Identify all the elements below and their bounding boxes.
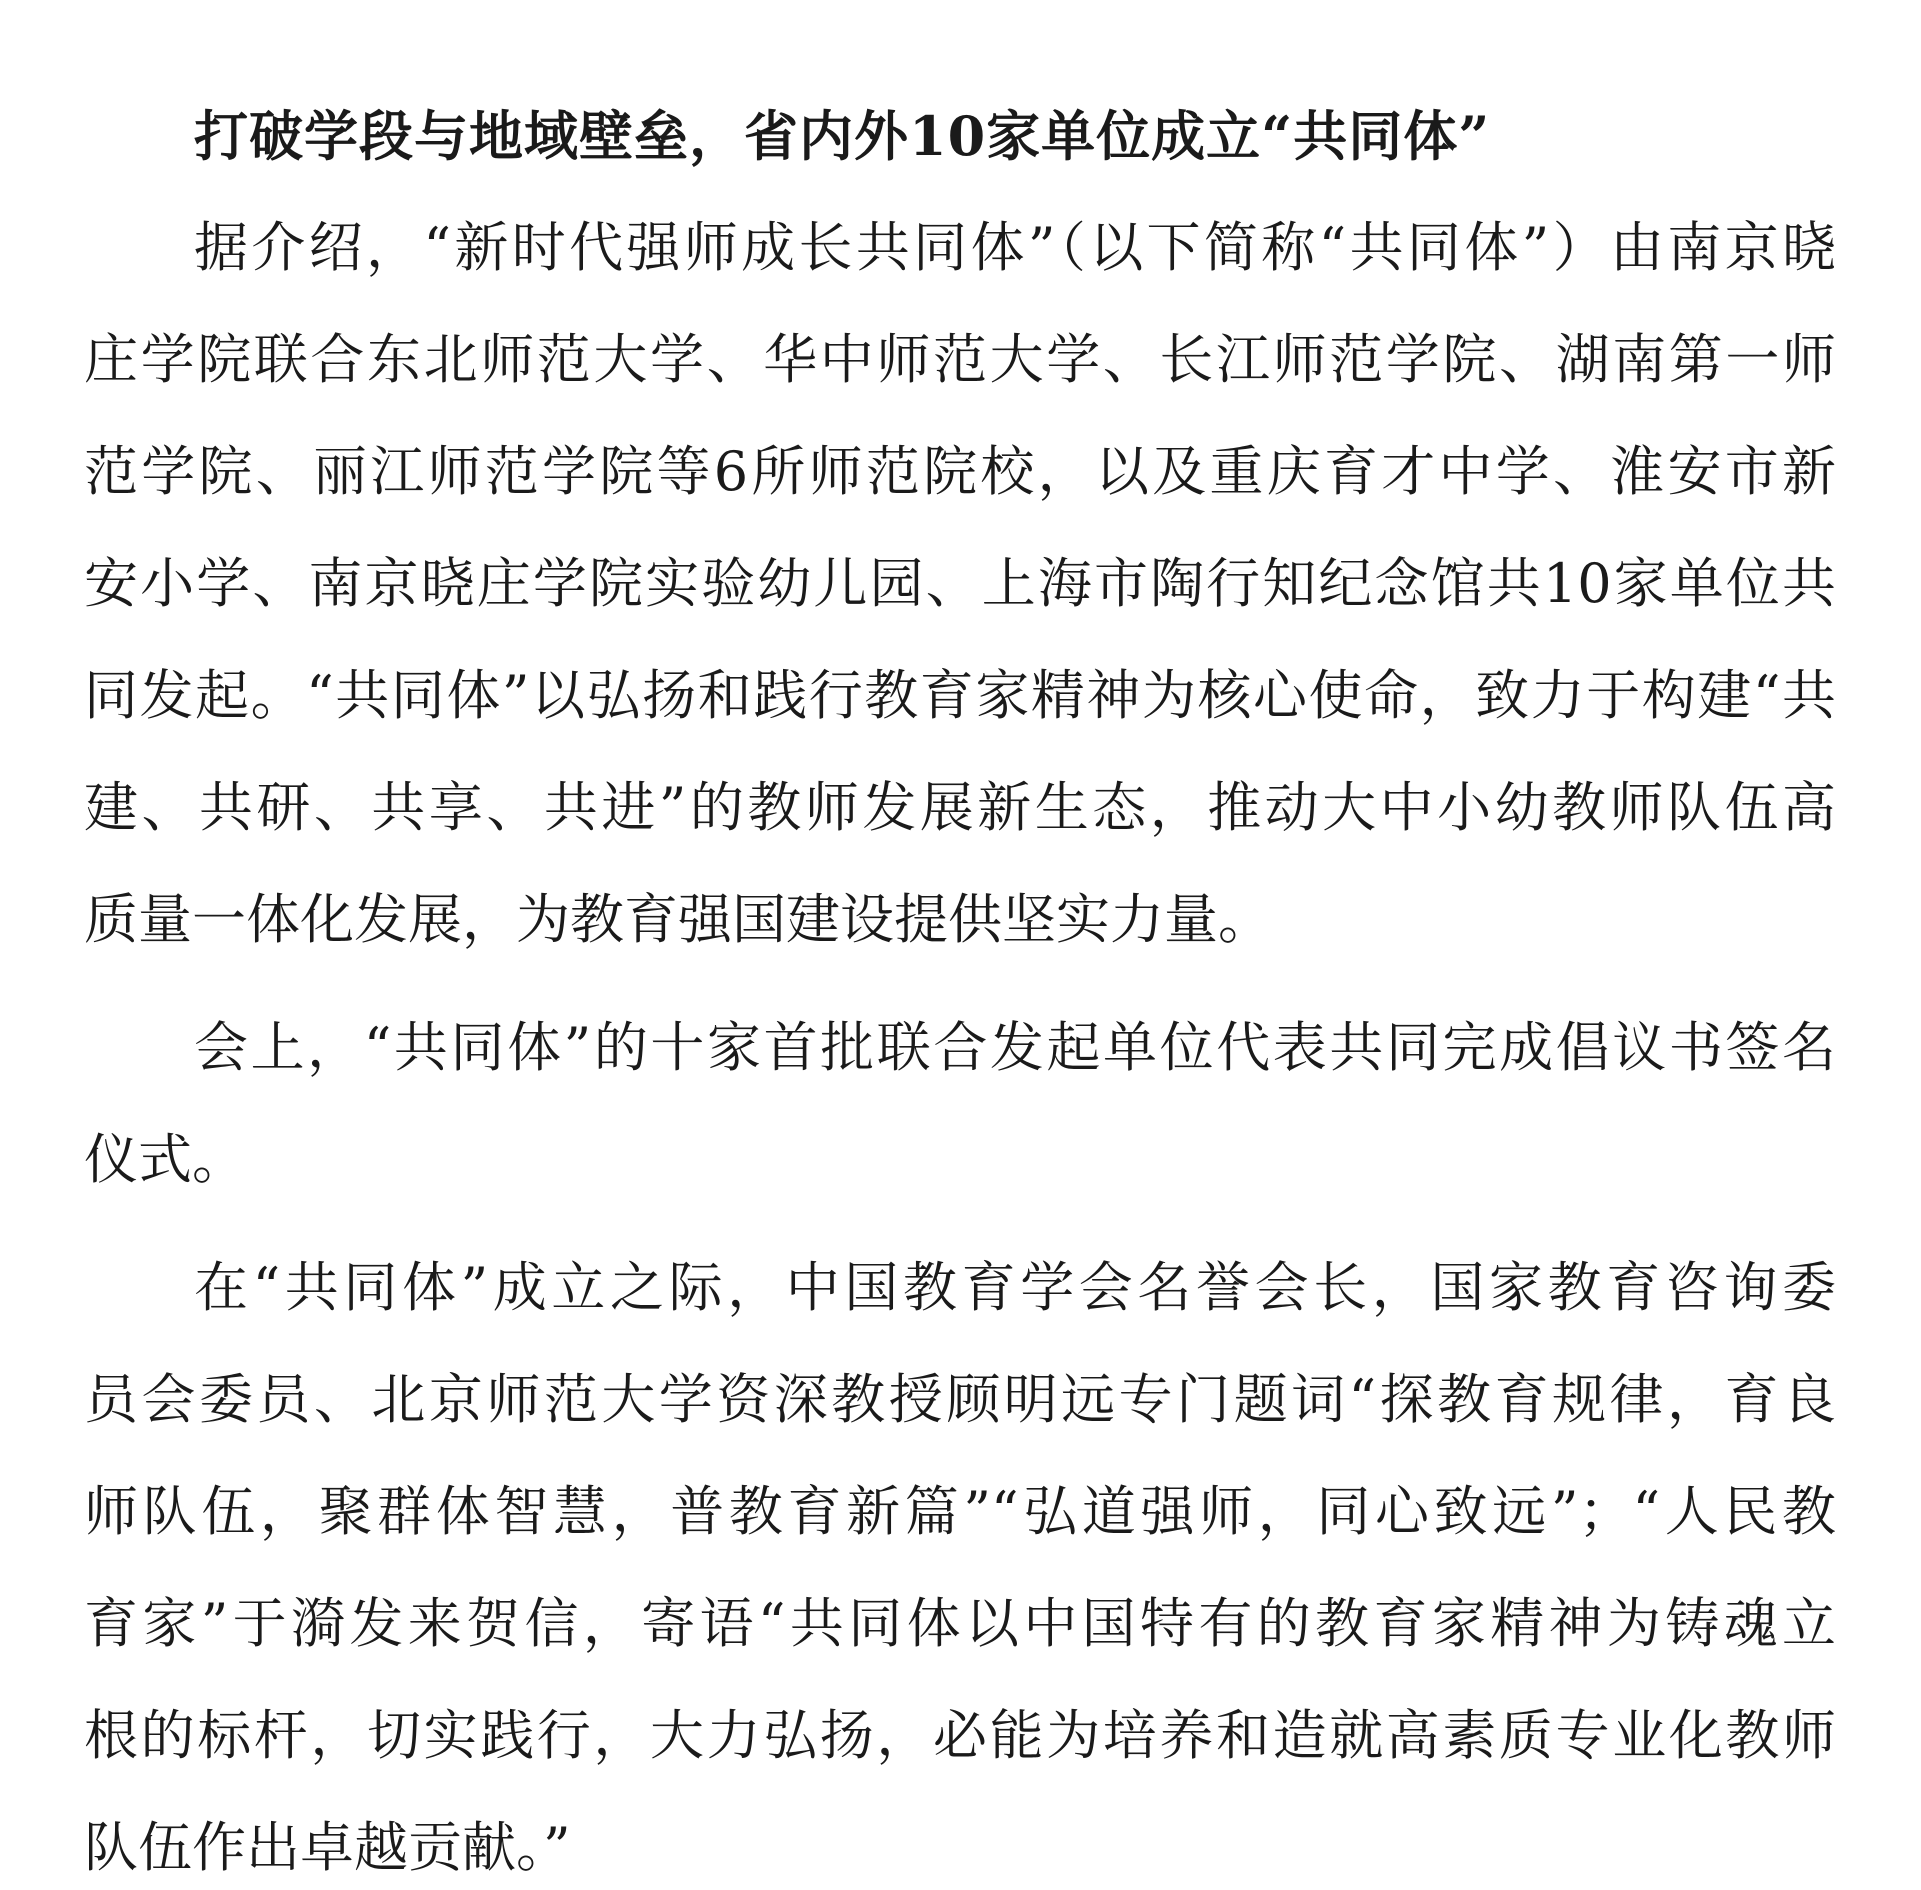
text-line: 范学院、丽江师范学院等6所师范院校，以及重庆育才中学、淮安市新 [84, 440, 1836, 503]
text-line: 庄学院联合东北师范大学、华中师范大学、长江师范学院、湖南第一师 [84, 328, 1836, 391]
text-line: 在“共同体”成立之际，中国教育学会名誉会长，国家教育咨询委 [194, 1256, 1836, 1319]
text-line: 建、共研、共享、共进”的教师发展新生态，推动大中小幼教师队伍高 [84, 776, 1836, 839]
text-line: 安小学、南京晓庄学院实验幼儿园、上海市陶行知纪念馆共10家单位共 [84, 552, 1836, 615]
text-line: 质量一体化发展，为教育强国建设提供坚实力量。 [84, 888, 1272, 951]
text-line: 会上，“共同体”的十家首批联合发起单位代表共同完成倡议书签名 [194, 1016, 1836, 1079]
text-line: 据介绍，“新时代强师成长共同体”（以下简称“共同体”）由南京晓 [194, 216, 1836, 279]
text-line: 队伍作出卓越贡献。” [84, 1816, 571, 1879]
page-title: 打破学段与地域壁垒，省内外10家单位成立“共同体” [194, 104, 1491, 168]
text-line: 仪式。 [84, 1128, 246, 1191]
text-line: 同发起。“共同体”以弘扬和践行教育家精神为核心使命，致力于构建“共 [84, 664, 1836, 727]
text-line: 员会委员、北京师范大学资深教授顾明远专门题词“探教育规律，育良 [84, 1368, 1836, 1431]
text-line: 育家”于漪发来贺信，寄语“共同体以中国特有的教育家精神为铸魂立 [84, 1592, 1836, 1655]
text-line: 根的标杆，切实践行，大力弘扬，必能为培养和造就高素质专业化教师 [84, 1704, 1836, 1767]
text-line: 师队伍，聚群体智慧，普教育新篇”“弘道强师，同心致远”；“人民教 [84, 1480, 1836, 1543]
